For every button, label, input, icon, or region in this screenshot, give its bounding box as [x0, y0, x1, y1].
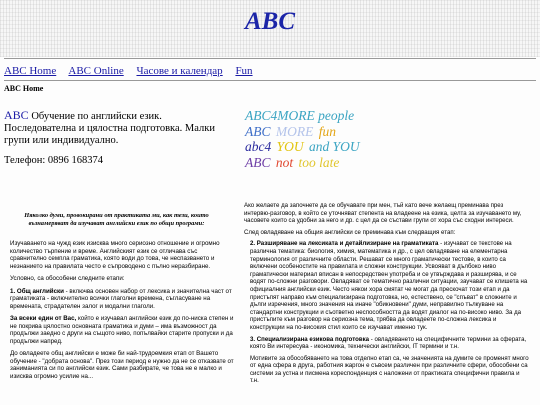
tagline	[245, 155, 362, 171]
stage-heading: 2. Разширяване на лексиката и детайлизиране на граматиката	[250, 240, 439, 248]
tagline-word: too late	[298, 154, 340, 170]
phone-number: Телефон: 0896 168374	[4, 155, 104, 166]
tagline-word: ABC4MORE people	[245, 108, 355, 123]
right-paragraph: 3. Специализирана езикова подготовка - овладяването на специфичните термини за сферата, която Ви интересува - икономика, технически английски, IT термини и т.н.	[250, 335, 527, 351]
tagline	[245, 139, 362, 155]
tagline	[245, 124, 362, 140]
tagline-word: not	[275, 154, 294, 170]
left-paragraph: 1. Общ английски - включва основен набор от лексика и значителна част от граматиката - включително всички глаголни времена, съгласуване на времената, страдателен залог и модални глаголи.	[10, 287, 232, 310]
header-banner	[0, 0, 540, 57]
right-paragraph: Мотивите за обособяването на това отделно етап са, че значенията на думите се променят много от една сфера в друга, работния жаргон е съвсем различен при различните сфери, обособени са системи за устна и писмена кореспонденция с наложени от практиката специфични правила и т.н.	[250, 354, 529, 385]
tagline-word: fun	[318, 123, 337, 139]
left-paragraph: Условно, са обособени следните етапи:	[10, 275, 125, 282]
tagline-word: and YOU	[309, 139, 360, 154]
tagline	[245, 108, 362, 124]
left-paragraph: До овладеете общ английски е може би най-трудоемкия етап от Вашето обучение - "добрата основа". През този период е нужно да не се отказвате от заниманията си по английски език. Сами разбирате, че това не е малко и изисква огромно усилие на...	[10, 350, 234, 380]
main-nav	[4, 65, 263, 77]
tagline-word: ABC	[245, 154, 271, 170]
nav-link-fun[interactable]: Fun	[235, 65, 253, 77]
left-column	[4, 240, 234, 385]
tagline-word: ABC	[245, 123, 271, 139]
tagline-block	[245, 108, 362, 170]
breadcrumb: ABC Home	[4, 84, 44, 93]
stage-heading: 1. Общ английски	[10, 287, 64, 295]
left-paragraph: За всеки един от Вас, който е изучавал английски език до по-ниска степен и не покрива цялостно основната граматика и думи – има възможност да продължи заедно с други на същото ниво, попълвайки старите пропуски и да продължи напред.	[10, 315, 234, 345]
right-paragraph: След овладяване на общия английски се преминава към следващия етап:	[244, 228, 456, 236]
paragraph-lead: За всеки един от Вас,	[10, 315, 77, 322]
right-paragraph: 2. Разширяване на лексиката и детайлизиране на граматиката - изучават се текстове на различна тематика: биология, химия, математика и др., с цел овладяване на елементарна терминология от различните области. Решават се много граматически тестове, в които са включени особеностите на правилата и сложни конструкции. Усвояват в дълбоко ниво граматически материал вписан в непосредствен употреба и се утвърждава и разширява, и се водят по-сложни разговори. Овладяват се тематично различни ситуации, заучават се клишета на официалния английски език. Често някои хора смятат че могат да прескочат този етап и да пристъпят направо към специализирана подготовка, но, естествено, се "спъват" в сложните и дълги изречения, много значения на иначе "обикновени" думи, неправилно тълкуване на стандартни конструкции и съответно неспособността да водят диалог на по-високо ниво. За да пристъпите към разговор на сериозна тема, трябва да овладеете по-сложна лексика и конструкции на по-високия стил които се изучават именно тук.	[250, 240, 528, 331]
divider	[4, 58, 536, 59]
tagline-word: MORE	[275, 123, 314, 139]
tagline-word: YOU	[276, 139, 304, 154]
left-paragraph: Изучаването на чужд език изисква много сериозно отношение и огромно количество търпение и време. Английският език се отличава със сравнително семпла граматика, която води до това, че неспазването и незнанието на правилата често е съпроводено с пълно неразбиране.	[10, 240, 220, 270]
divider	[4, 80, 536, 81]
nav-link-abc-online[interactable]: ABC Online	[68, 65, 124, 77]
intro-text	[4, 109, 234, 147]
nav-link-abc-home[interactable]: ABC Home	[4, 65, 57, 77]
tagline-word: abc4	[245, 139, 272, 154]
stage-heading: 3. Специализирана езикова подготовка	[250, 335, 370, 343]
right-column	[244, 202, 529, 389]
nav-link-clock-calendar[interactable]: Часове и календар	[136, 65, 223, 77]
intro-description: Обучение по английски език. Последователна и цялостна подготовка. Малки групи или индивидуално.	[4, 111, 215, 146]
right-paragraph: Ако желаете да започнете да се обучавате при мен, тъй като вече желаещ преминава през интервю-разговор, в който се уточняват степента на владеене на езика, целта за изучаването му, часовете които са удобни за него и др. с цел да се състави групи от хора със сходни интереси.	[244, 202, 522, 225]
site-logo[interactable]: ABC	[244, 8, 296, 35]
quote-text: Няколко думи, провокирани от практиката ми, как тези, които възнамеряват да изучават английски език по общи програми:	[24, 212, 209, 227]
intro-brand: ABC	[4, 108, 29, 122]
